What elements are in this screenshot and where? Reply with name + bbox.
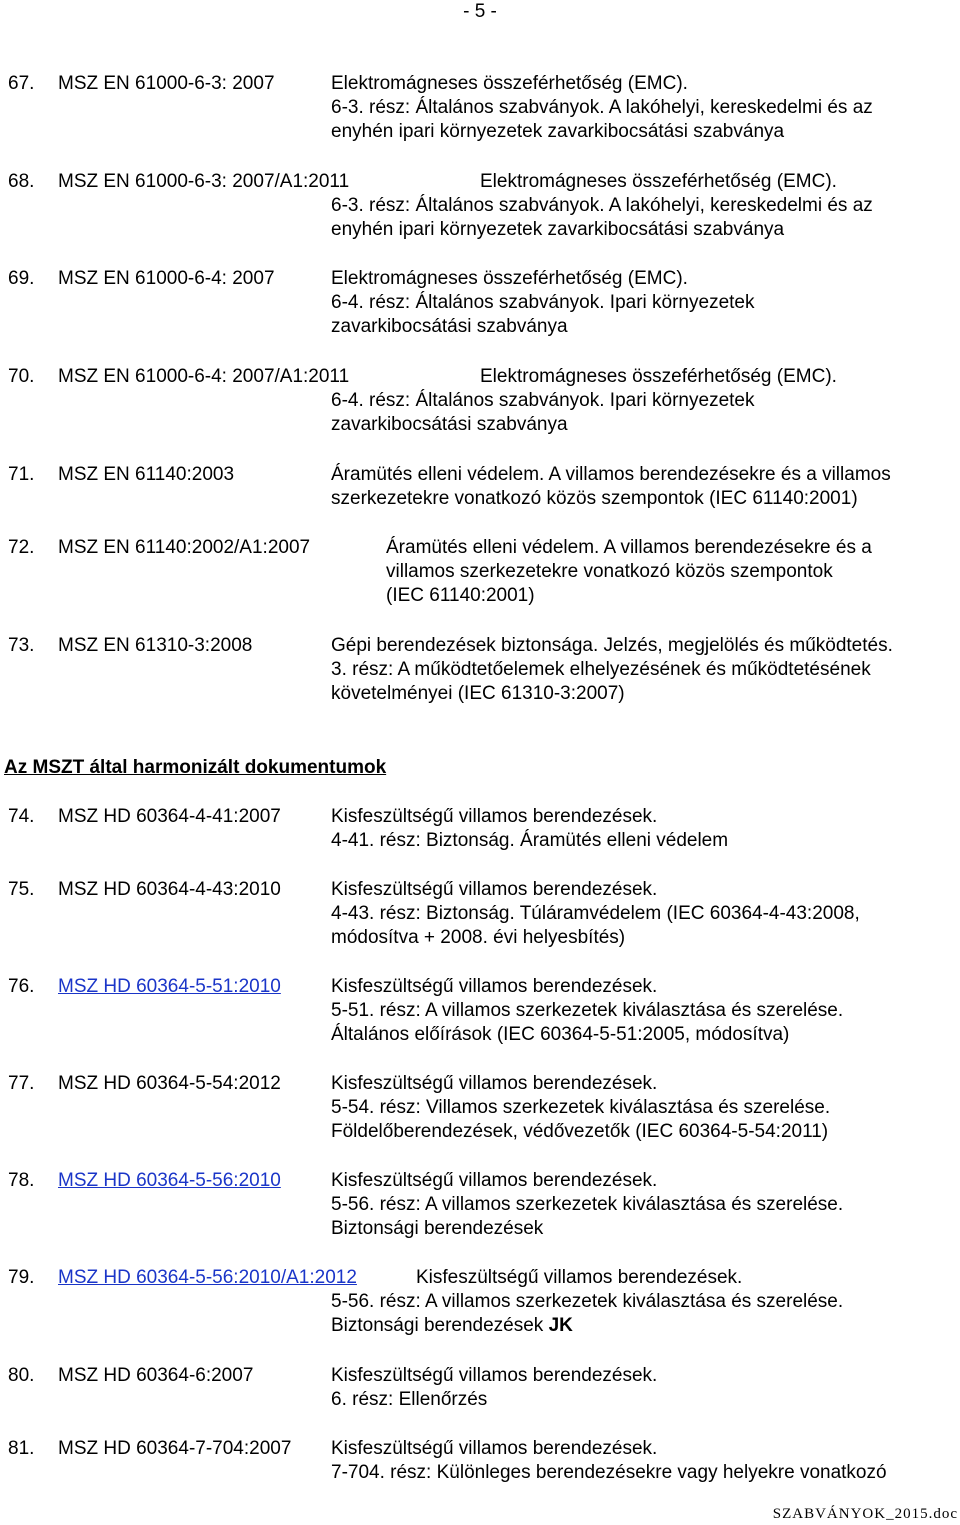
standard-title-text: Biztonsági berendezések [331,1315,544,1336]
standard-code: MSZ EN 61000-6-4: 2007/A1:2011 [58,366,350,387]
standard-title-line: villamos szerkezetekre vonatkozó közös szempontok [386,561,833,582]
standard-code-link[interactable]: MSZ HD 60364-5-56:2010/A1:2012 [58,1267,357,1288]
standard-title-line: 5-56. rész: A villamos szerkezetek kiválasztása és szerelése. [331,1291,844,1312]
item-number: 73. [8,635,35,656]
standard-code-link[interactable]: MSZ HD 60364-5-56:2010 [58,1170,281,1191]
standard-title-line: zavarkibocsátási szabványa [331,316,568,337]
item-number: 77. [8,1073,35,1094]
standard-title-line: Kisfeszültségű villamos berendezések. [331,879,658,900]
standard-title-line: Áramütés elleni védelem. A villamos berendezésekre és a [386,537,872,558]
standard-title-line: Kisfeszültségű villamos berendezések. [331,976,658,997]
item-number: 81. [8,1438,35,1459]
standard-title-line: 5-51. rész: A villamos szerkezetek kiválasztása és szerelése. [331,1000,844,1021]
standard-code: MSZ EN 61000-6-4: 2007 [58,268,275,289]
standard-title-line: 4-41. rész: Biztonság. Áramütés elleni védelem [331,830,729,851]
standard-code: MSZ HD 60364-6:2007 [58,1365,254,1386]
item-number: 71. [8,464,35,485]
standard-title-line: Kisfeszültségű villamos berendezések. [331,1170,658,1191]
item-number: 68. [8,171,35,192]
standard-title-line: Áramütés elleni védelem. A villamos berendezésekre és a villamos [331,464,891,485]
standard-title-line: követelményei (IEC 61310-3:2007) [331,683,625,704]
suffix-label: JK [548,1315,573,1336]
item-number: 69. [8,268,35,289]
standard-code-link[interactable]: MSZ HD 60364-5-51:2010 [58,976,281,997]
standard-code: MSZ EN 61000-6-3: 2007/A1:2011 [58,171,350,192]
standard-code: MSZ EN 61310-3:2008 [58,635,253,656]
standard-title-line: 6-4. rész: Általános szabványok. Ipari környezetek [331,390,755,411]
standard-title-line: Elektromágneses összeférhetőség (EMC). [331,73,688,94]
standard-title-line: 6. rész: Ellenőrzés [331,1389,488,1410]
standard-title-line: 6-4. rész: Általános szabványok. Ipari környezetek [331,292,755,313]
standard-code: MSZ EN 61000-6-3: 2007 [58,73,275,94]
section-heading: Az MSZT által harmonizált dokumentumok [4,757,387,778]
standard-code: MSZ HD 60364-5-54:2012 [58,1073,281,1094]
standard-title-line: Kisfeszültségű villamos berendezések. [416,1267,743,1288]
standard-title-line: Elektromágneses összeférhetőség (EMC). [480,171,837,192]
item-number: 75. [8,879,35,900]
standard-title-line: 5-56. rész: A villamos szerkezetek kiválasztása és szerelése. [331,1194,844,1215]
item-number: 80. [8,1365,35,1386]
standard-title-line: Általános előírások (IEC 60364-5-51:2005, módosítva) [331,1024,790,1045]
standard-title-line: 4-43. rész: Biztonság. Túláramvédelem (IEC 60364-4-43:2008, [331,903,860,924]
standard-title-line: Kisfeszültségű villamos berendezések. [331,1073,658,1094]
standard-title-line: Elektromágneses összeférhetőség (EMC). [480,366,837,387]
standard-title-line: Gépi berendezések biztonsága. Jelzés, megjelölés és működtetés. [331,635,893,656]
standard-title-line: módosítva + 2008. évi helyesbítés) [331,927,626,948]
standard-title-line: enyhén ipari környezetek zavarkibocsátási szabványa [331,121,785,142]
standard-title-line: szerkezetekre vonatkozó közös szempontok (IEC 61140:2001) [331,488,858,509]
standard-title-line-with-suffix [331,1314,573,1338]
item-number: 74. [8,806,35,827]
standard-code: MSZ HD 60364-7-704:2007 [58,1438,292,1459]
item-number: 78. [8,1170,35,1191]
standard-title-line: 6-3. rész: Általános szabványok. A lakóhelyi, kereskedelmi és az [331,97,873,118]
standard-title-line: Kisfeszültségű villamos berendezések. [331,806,658,827]
standard-code: MSZ HD 60364-4-41:2007 [58,806,281,827]
item-number: 70. [8,366,35,387]
standard-code: MSZ EN 61140:2002/A1:2007 [58,537,311,558]
standard-title-line: Biztonsági berendezések [331,1218,544,1239]
standard-code: MSZ HD 60364-4-43:2010 [58,879,281,900]
page-number: - 5 - [463,1,497,22]
footer-filename: SZABVÁNYOK_2015.doc [772,1506,958,1522]
standard-title-line: Kisfeszültségű villamos berendezések. [331,1438,658,1459]
item-number: 67. [8,73,35,94]
item-number: 72. [8,537,35,558]
standard-title-line: 5-54. rész: Villamos szerkezetek kiválasztása és szerelése. [331,1097,831,1118]
standard-title-line: zavarkibocsátási szabványa [331,414,568,435]
standard-title-line: enyhén ipari környezetek zavarkibocsátási szabványa [331,219,785,240]
standard-title-line: Elektromágneses összeférhetőség (EMC). [331,268,688,289]
standard-title-line: 3. rész: A működtetőelemek elhelyezésének és működtetésének [331,659,871,680]
item-number: 76. [8,976,35,997]
standard-title-line: Földelőberendezések, védővezetők (IEC 60364-5-54:2011) [331,1121,829,1142]
item-number: 79. [8,1267,35,1288]
standard-title-line: 7-704. rész: Különleges berendezésekre vagy helyekre vonatkozó [331,1462,887,1483]
standard-title-line: (IEC 61140:2001) [386,585,535,606]
standard-title-line: Kisfeszültségű villamos berendezések. [331,1365,658,1386]
standard-code: MSZ EN 61140:2003 [58,464,235,485]
standard-title-line: 6-3. rész: Általános szabványok. A lakóhelyi, kereskedelmi és az [331,195,873,216]
